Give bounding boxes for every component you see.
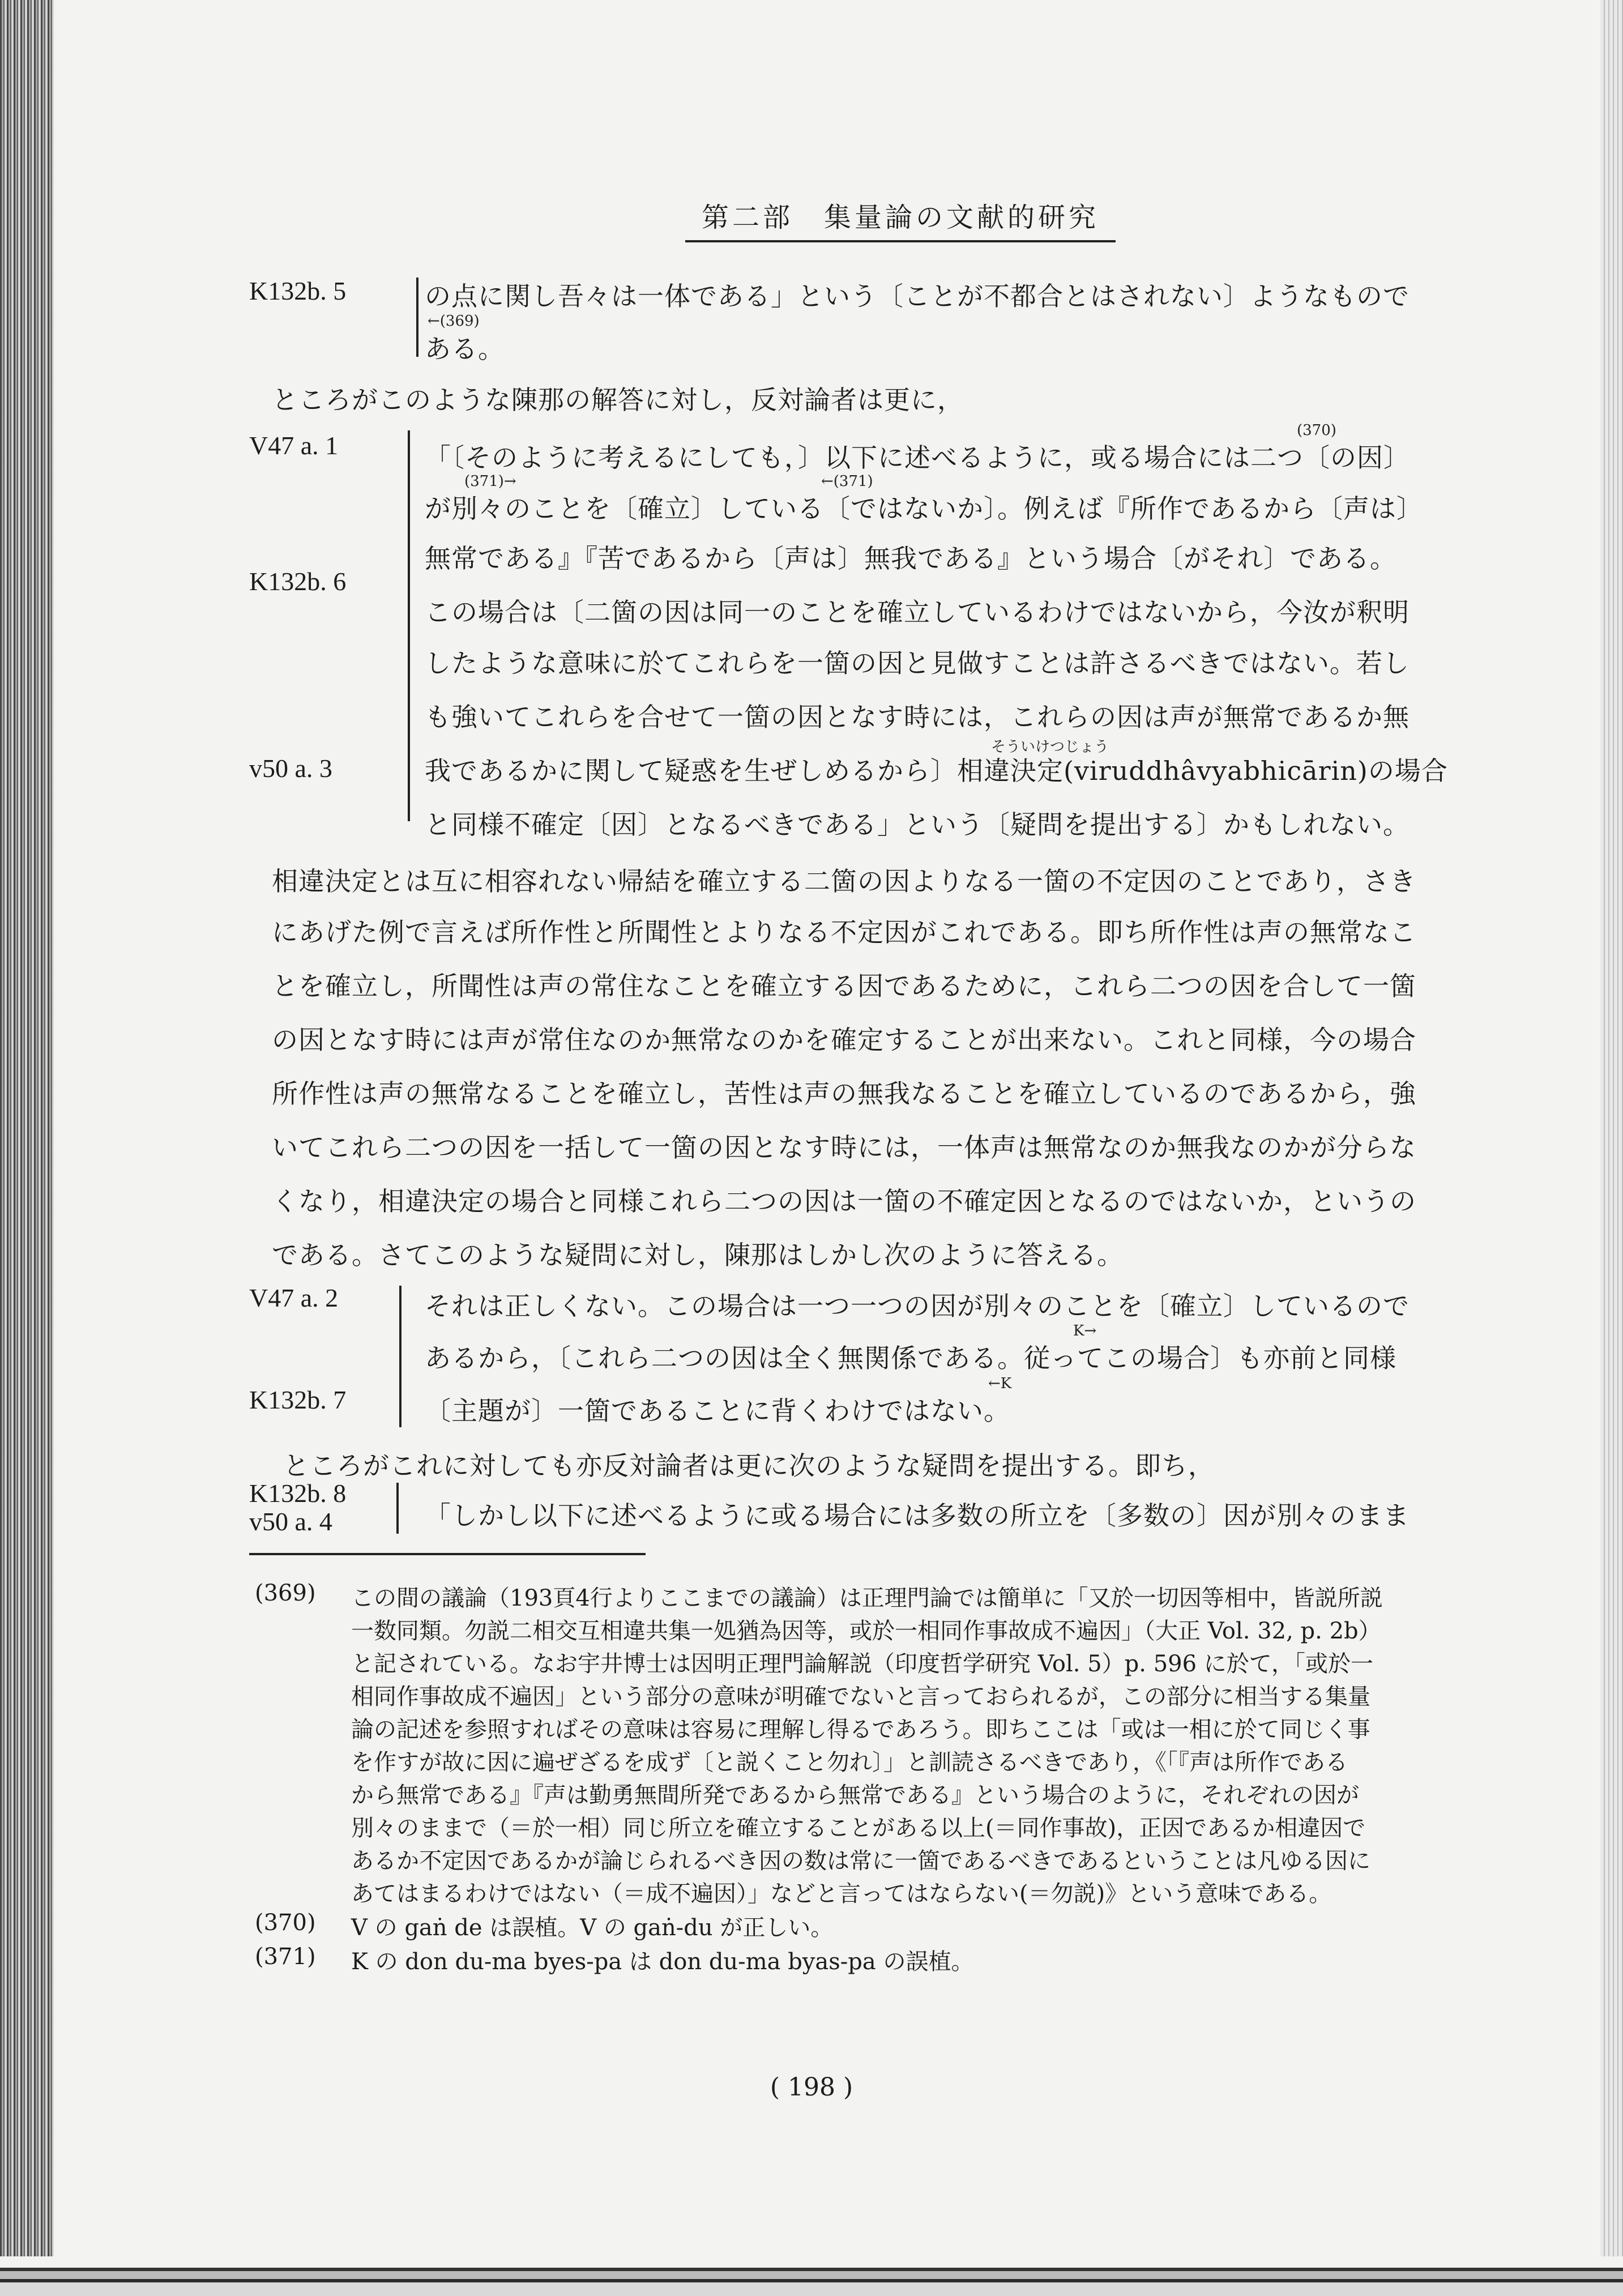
block-divider <box>399 1286 402 1427</box>
footnote-line: 別々のままで（＝於一相）同じ所立を確立することがある以上(＝同作事故)，正因であるか相違因で <box>351 1815 1366 1841</box>
margin-label: K132b. 7 <box>249 1385 347 1414</box>
page-number: ( 198 ) <box>770 2073 853 2102</box>
body-line: 「しかし以下に述べるように或る場合には多数の所立を〔多数の〕因が別々のまま <box>425 1500 1410 1531</box>
body-line: それは正しくない。この場合は一つ一つの因が別々のことを〔確立〕しているので <box>425 1291 1410 1321</box>
body-line: の点に関し吾々は一体である」という〔ことが不都合とはされない〕ようなもので <box>425 281 1410 311</box>
margin-label: v50 a. 3 <box>249 754 332 783</box>
margin-label: V47 a. 2 <box>249 1283 339 1312</box>
running-header: 第二部 集量論の文献的研究 <box>685 195 1116 242</box>
paragraph-line: ところがこのような陳那の解答に対し，反対論者は更に， <box>272 385 964 415</box>
paragraph-line: いてこれら二つの因を一括して一箇の因となす時には，一体声は無常なのか無我なのかが分らな <box>272 1132 1416 1163</box>
paragraph-line: の因となす時には声が常住なのか無常なのかを確定することが出来ない。これと同様，今の場合 <box>272 1025 1416 1055</box>
block-divider <box>408 430 410 821</box>
body-line: したような意味に於てこれらを一箇の因と見做すことは許さるべきではない。若し <box>425 648 1410 678</box>
body-line: が別々のことを〔確立〕している〔ではないか〕。例えば『所作であるから〔声は〕 <box>425 493 1423 524</box>
ruby-reading: そういけつじょう <box>991 739 1109 756</box>
footnote-line: を作すが故に因に遍ぜざるを成ず〔と説くこと勿れ〕」と訓読さるべきであり，《「『声は所作である <box>351 1749 1348 1776</box>
margin-label: K132b. 8 <box>249 1479 347 1508</box>
footnote-ref-370: (370) <box>1297 422 1336 439</box>
margin-label: V47 a. 1 <box>249 431 339 460</box>
footnote-line: から無常である』『声は勤勇無間所発であるから無常である』という場合のように，それぞれの因が <box>351 1782 1359 1808</box>
paragraph-line: である。さてこのような疑問に対し，陳那はしかし次のように答える。 <box>272 1240 1124 1270</box>
footnote-number: (370) <box>255 1910 316 1936</box>
footnote-ref-369: ←(369) <box>428 313 480 330</box>
body-line: も強いてこれらを合せて一箇の因となす時には，これらの因は声が無常であるか無 <box>425 702 1410 732</box>
body-line: ある。 <box>425 334 505 364</box>
k-marker-end: ←K <box>988 1375 1012 1392</box>
margin-label: K132b. 6 <box>249 567 347 596</box>
footnote-line: この間の議論（193頁4行よりここまでの議論）は正理門論では簡単に「又於一切因等相中，皆説所説 <box>351 1585 1383 1611</box>
footnote-number: (371) <box>255 1944 316 1970</box>
body-line: 〔主題が〕一箇であることに背くわけではない。 <box>425 1395 1010 1426</box>
footnote-line: と記されている。なお宇井博士は因明正理門論解説（印度哲学研究 Vol. 5）p. 596 に於て，「或於一 <box>351 1651 1373 1677</box>
body-line: あるから，〔これら二つの因は全く無関係である。従ってこの場合〕も亦前と同様 <box>425 1343 1396 1373</box>
footnote-rule <box>249 1553 646 1555</box>
scan-right-edge <box>1600 0 1623 2296</box>
paragraph-line: 所作性は声の無常なることを確立し，苦性は声の無我なることを確立しているのであるから，強 <box>272 1078 1416 1109</box>
paragraph-line: 相違決定とは互に相容れない帰結を確立する二箇の因よりなる一箇の不定因のことであり，さき <box>272 866 1416 897</box>
paragraph-line: ところがこれに対しても亦反対論者は更に次のような疑問を提出する。即ち， <box>283 1450 1215 1481</box>
paragraph-line: とを確立し，所聞性は声の常住なことを確立する因であるために，これら二つの因を合して一箇 <box>272 971 1416 1001</box>
footnote-ref-371-end: ←(371) <box>821 473 873 490</box>
paragraph-line: くなり，相違決定の場合と同様これら二つの因は一箇の不確定因となるのではないか，というの <box>272 1186 1416 1217</box>
body-line: この場合は〔二箇の因は同一のことを確立しているわけではないから，今汝が釈明 <box>425 597 1410 628</box>
footnote-line: 相同作事故成不遍因」という部分の意味が明確でないと言っておられるが，この部分に相当する集量 <box>351 1684 1370 1710</box>
k-marker-start: K→ <box>1073 1322 1097 1339</box>
body-line: 無常である』『苦であるから〔声は〕無我である』という場合〔がそれ〕である。 <box>425 543 1396 574</box>
body-line: 「〔そのように考えるにしても，〕以下に述べるように，或る場合には二つ〔の因〕 <box>425 442 1410 473</box>
footnote-ref-371-start: (371)→ <box>464 473 516 490</box>
footnote-line: 論の記述を参照すればその意味は容易に理解し得るであろう。即ちここは「或は一相に於て同じく事 <box>351 1717 1370 1743</box>
footnote-line: 一数同類。勿説二相交互相違共集一処猶為因等，或於一相同作事故成不遍因」（大正 Vol. 32, p. 2b） <box>351 1618 1381 1644</box>
block-divider <box>396 1483 399 1534</box>
paragraph-line: にあげた例で言えば所作性と所聞性とよりなる不定因がこれである。即ち所作性は声の無常なこ <box>272 917 1416 948</box>
margin-label: v50 a. 4 <box>249 1507 332 1536</box>
scan-binding-edge <box>0 0 54 2296</box>
block-divider <box>416 278 418 357</box>
margin-label: K132b. 5 <box>249 276 347 305</box>
scan-bottom-edge <box>0 2256 1623 2296</box>
body-line: と同様不確定〔因〕となるべきである」という〔疑問を提出する〕かもしれない。 <box>425 809 1410 840</box>
footnote-number: (369) <box>255 1580 316 1606</box>
footnote-line: あてはまるわけではない（＝成不遍因）」などと言ってはならない(＝勿説)》という意味である。 <box>351 1881 1332 1907</box>
footnote-line: V の gaṅ de は誤植。V の gaṅ-du が正しい。 <box>351 1915 834 1941</box>
footnote-line: あるか不定因であるかが論じられるべき因の数は常に一箇であるべきであるということは凡ゆる因に <box>351 1848 1370 1874</box>
footnote-line: K の don du-ma byes-pa は don du-ma byas-pa の誤植。 <box>351 1949 974 1975</box>
body-line: 我であるかに関して疑惑を生ぜしめるから〕相違決定(viruddhâvyabhicārin)の場合 <box>425 756 1448 786</box>
